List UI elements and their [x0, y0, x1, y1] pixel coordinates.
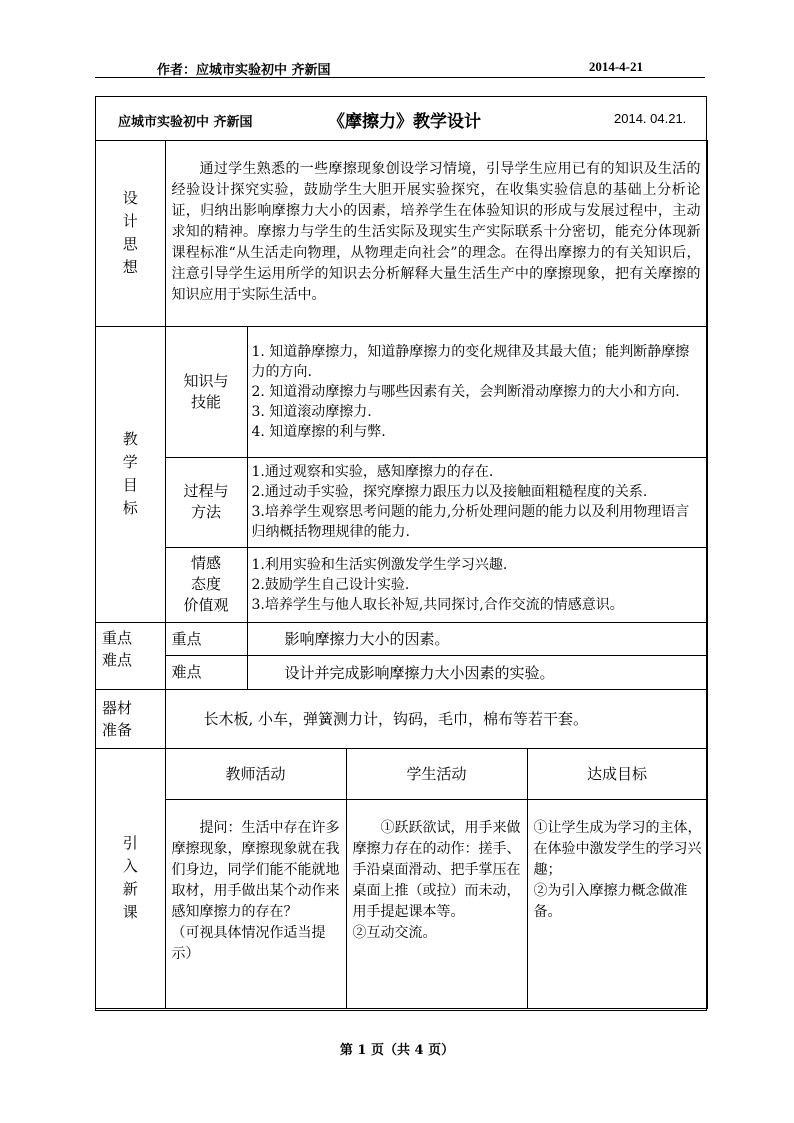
intro-content-row: [96, 799, 707, 1008]
teacher-activity-line: 提问：生活中存在许多摩擦现象，摩擦现象就在我们身边，同学们能不能就地取材，用手做出某个动作来感知摩擦力的存在？: [171, 819, 340, 920]
process-label: 过程与 方法: [165, 457, 247, 547]
teacher-activity-header: 教师活动: [165, 748, 346, 799]
student-activity-line: ①跃跃欲试，用手来做摩擦力存在的动作：搓手、手沿桌面滑动、把手掌压在桌面上推（或拉）而未动，用手提起课本等。: [352, 819, 521, 920]
process-line: 2.通过动手实验，探究摩擦力跟压力以及接触面粗糙程度的关系. 3.培养学生观察思考问题的能力,分析处理问题的能力以及利用物理语言归纳概括物理规律的能力.: [251, 484, 692, 540]
design-row: [96, 140, 707, 326]
attitude-lines: [247, 547, 707, 622]
teacher-activity-line: （可视具体情况作适当提示）: [171, 924, 326, 962]
design-label: 设 计 思 想: [96, 140, 165, 326]
attitude-line: 1.利用实验和生活实例激发学生学习兴趣.: [251, 556, 508, 573]
process-row: [96, 457, 707, 547]
page-header: [95, 57, 705, 78]
title-date: 2014. 04.21.: [614, 111, 687, 126]
key-point-row: [96, 622, 707, 655]
keypoints-label: 重点 难点: [96, 622, 165, 689]
knowledge-line: 2. 知道滑动摩擦力与哪些因素有关，会判断滑动摩擦力的大小和方向.: [251, 383, 680, 400]
goal-line: ①让学生成为学习的主体，在体验中激发学生的学习兴趣；: [533, 819, 702, 878]
knowledge-row: [96, 326, 707, 457]
attitude-line: 2.鼓励学生自己设计实验.: [251, 576, 410, 593]
equipment-label: 器材 准备: [96, 689, 165, 748]
page-footer: 第 1 页（共 4 页）: [339, 1043, 455, 1058]
attitude-line: 3.培养学生与他人取长补短,共同探讨,合作交流的情感意识。: [251, 596, 624, 613]
difficult-text: 设计并完成影响摩擦力大小因素的实验。: [247, 655, 707, 689]
goal-line: ②为引入摩擦力概念做准备。: [533, 882, 688, 920]
knowledge-lines: [247, 326, 707, 457]
header-author: 作者：应城市实验初中 齐新国: [157, 63, 331, 78]
intro-header-row: [96, 748, 707, 799]
document-title: 《摩擦力》教学设计: [328, 112, 481, 132]
process-line: 1.通过观察和实验，感知摩擦力的存在.: [251, 464, 494, 480]
header-date: 2014-4-21: [588, 59, 643, 74]
teacher-activity-cell: [165, 799, 346, 1008]
attitude-label: 情感 态度 价值观: [165, 547, 247, 622]
difficult-label: 难点: [165, 655, 247, 689]
process-lines: [247, 457, 707, 547]
student-activity-line: ②互动交流。: [352, 924, 437, 941]
goal-header: 达成目标: [527, 748, 707, 799]
knowledge-line: 4. 知道摩擦的利与弊.: [251, 423, 386, 440]
key-text: 影响摩擦力大小的因素。: [247, 622, 707, 655]
knowledge-label: 知识与 技能: [165, 326, 247, 457]
objectives-label: 教 学 目 标: [96, 326, 165, 622]
key-label: 重点: [165, 622, 247, 655]
title-row: [96, 97, 706, 141]
knowledge-line: 1. 知道静摩擦力，知道静摩擦力的变化规律及其最大值；能判断静摩擦力的方向.: [251, 343, 690, 380]
student-activity-header: 学生活动: [346, 748, 527, 799]
title-school: 应城市实验初中 齐新国: [118, 115, 253, 130]
attitude-row: [96, 547, 707, 622]
equipment-row: [96, 689, 707, 748]
intro-label: 引 入 新 课: [96, 748, 165, 1008]
knowledge-line: 3. 知道滚动摩擦力.: [251, 403, 372, 420]
lesson-plan-table: [96, 140, 708, 1009]
lesson-plan-frame: [95, 96, 707, 1011]
student-activity-cell: [346, 799, 527, 1008]
difficult-point-row: [96, 655, 707, 689]
equipment-text: 长木板, 小车，弹簧测力计，钩码，毛巾，棉布等若干套。: [165, 689, 707, 748]
goal-cell: [527, 799, 707, 1008]
design-text: 通过学生熟悉的一些摩擦现象创设学习情境，引导学生应用已有的知识及生活的经验设计探究实验，鼓励学生大胆开展实验探究，在收集实验信息的基础上分析论证，归纳出影响摩擦力大小的因素，培养学生在体验知识的形成与发展过程中，主动求知的精神。摩擦力与学生的生活实际及现实生产实际联系十分密切，能充分体现新课程标准“从生活走向物理，从物理走向社会”的理念。在得出摩擦力的有关知识后，注意引导学生运用所学的知识去分析解释大量生活生产中的摩擦现象，把有关摩擦的知识应用于实际生活中。: [165, 140, 707, 326]
